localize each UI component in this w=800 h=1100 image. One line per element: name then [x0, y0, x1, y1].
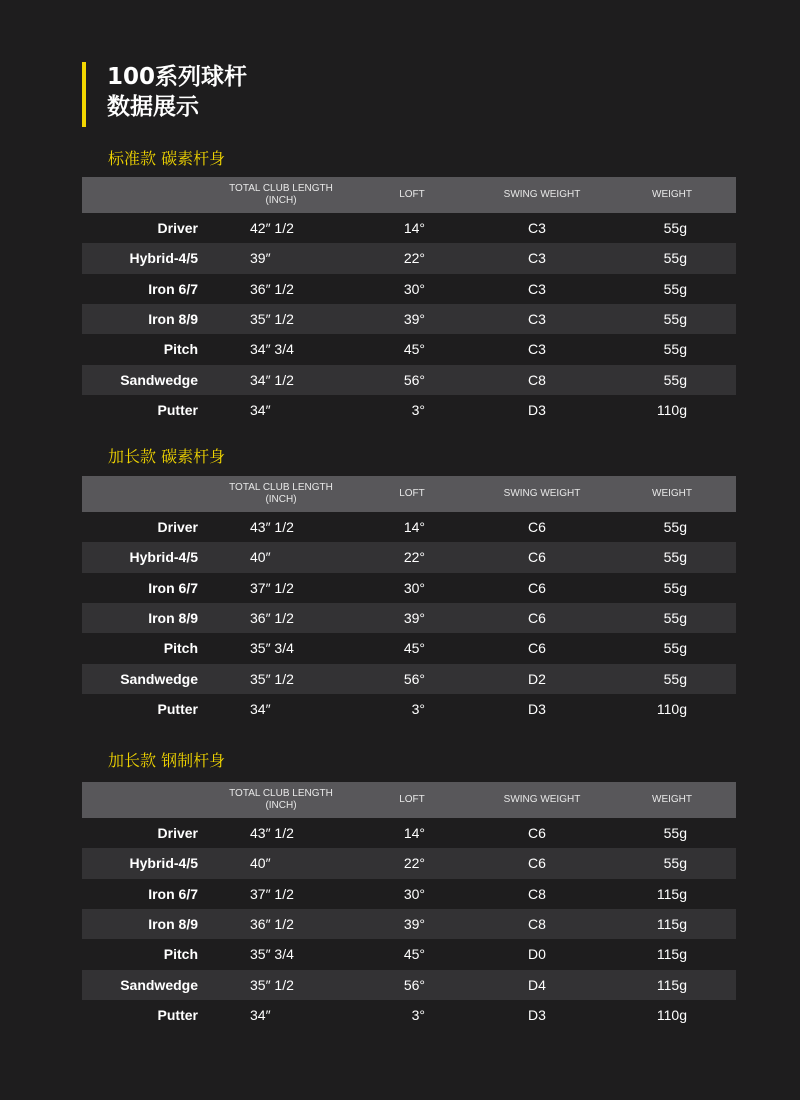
cell-loft: 3° — [411, 402, 425, 419]
cell-loft: 56° — [403, 371, 425, 388]
cell-total-length: 37″ 1/2 — [250, 579, 294, 596]
cell-loft: 14° — [403, 220, 425, 237]
cell-swing-weight: C3 — [528, 341, 546, 358]
section-title: 加长款 碳素杆身 — [108, 447, 226, 466]
cell-loft: 56° — [403, 976, 425, 993]
cell-club-name: Driver — [157, 519, 198, 536]
cell-swing-weight: C8 — [528, 885, 546, 902]
cell-swing-weight: D2 — [528, 670, 546, 687]
header-loft: LOFT — [399, 189, 425, 200]
cell-club-name: Putter — [157, 701, 198, 718]
cell-club-name: Hybrid-4/5 — [129, 855, 198, 872]
cell-swing-weight: D3 — [528, 1007, 546, 1024]
cell-weight: 55g — [663, 220, 687, 237]
header-weight: WEIGHT — [652, 794, 692, 805]
header-length-label: TOTAL CLUB LENGTH — [229, 788, 333, 799]
cell-total-length: 34″ — [250, 1007, 271, 1024]
section-title: 标准款 碳素杆身 — [108, 149, 226, 168]
cell-total-length: 35″ 3/4 — [250, 946, 294, 963]
cell-weight: 55g — [663, 825, 687, 842]
cell-total-length: 34″ — [250, 701, 271, 718]
cell-swing-weight: D4 — [528, 976, 546, 993]
cell-total-length: 36″ 1/2 — [250, 280, 294, 297]
table-row — [82, 909, 736, 939]
header-total-club-length — [207, 476, 355, 512]
cell-swing-weight: D3 — [528, 402, 546, 419]
header-weight: WEIGHT — [652, 189, 692, 200]
cell-weight: 55g — [663, 519, 687, 536]
cell-total-length: 35″ 1/2 — [250, 311, 294, 328]
cell-total-length: 37″ 1/2 — [250, 885, 294, 902]
table-row — [82, 939, 736, 969]
cell-loft: 14° — [403, 519, 425, 536]
cell-swing-weight: C3 — [528, 280, 546, 297]
header-total-club-length — [207, 177, 355, 213]
cell-weight: 55g — [663, 311, 687, 328]
table-row — [82, 395, 736, 425]
table-row — [82, 304, 736, 334]
cell-loft: 14° — [403, 825, 425, 842]
cell-total-length: 39″ — [250, 250, 271, 267]
table-row — [82, 818, 736, 848]
header-length-label: TOTAL CLUB LENGTH — [229, 183, 333, 194]
cell-total-length: 43″ 1/2 — [250, 519, 294, 536]
cell-total-length: 34″ — [250, 402, 271, 419]
cell-loft: 22° — [403, 549, 425, 566]
cell-club-name: Putter — [157, 1007, 198, 1024]
table-row — [82, 334, 736, 364]
cell-club-name: Iron 6/7 — [148, 280, 198, 297]
header-swing-weight: SWING WEIGHT — [503, 488, 581, 499]
cell-total-length: 34″ 3/4 — [250, 341, 294, 358]
table-row — [82, 365, 736, 395]
cell-weight: 55g — [663, 280, 687, 297]
cell-weight: 55g — [663, 855, 687, 872]
header-swing-weight: SWING WEIGHT — [503, 794, 581, 805]
table-row — [82, 573, 736, 603]
cell-weight: 110g — [656, 1007, 687, 1024]
cell-loft: 45° — [403, 341, 425, 358]
cell-total-length: 42″ 1/2 — [250, 220, 294, 237]
header-length-label: TOTAL CLUB LENGTH — [229, 482, 333, 493]
cell-total-length: 35″ 1/2 — [250, 670, 294, 687]
cell-club-name: Driver — [157, 825, 198, 842]
table-body — [82, 512, 736, 724]
cell-swing-weight: C6 — [528, 825, 546, 842]
cell-total-length: 34″ 1/2 — [250, 371, 294, 388]
table-row — [82, 542, 736, 572]
cell-swing-weight: C8 — [528, 371, 546, 388]
cell-weight: 55g — [663, 341, 687, 358]
cell-total-length: 36″ 1/2 — [250, 916, 294, 933]
cell-total-length: 35″ 1/2 — [250, 976, 294, 993]
section-title: 加长款 钢制杆身 — [108, 751, 226, 770]
cell-club-name: Pitch — [163, 341, 198, 358]
cell-swing-weight: C3 — [528, 311, 546, 328]
cell-weight: 115g — [656, 916, 687, 933]
cell-club-name: Driver — [157, 220, 198, 237]
cell-total-length: 40″ — [250, 549, 271, 566]
table-header — [82, 782, 736, 818]
table-row — [82, 694, 736, 724]
cell-club-name: Sandwedge — [120, 371, 198, 388]
cell-swing-weight: C6 — [528, 855, 546, 872]
cell-club-name: Pitch — [163, 946, 198, 963]
table-row — [82, 1000, 736, 1030]
cell-swing-weight: D3 — [528, 701, 546, 718]
spec-table — [82, 476, 736, 724]
cell-swing-weight: C6 — [528, 579, 546, 596]
cell-club-name: Hybrid-4/5 — [129, 549, 198, 566]
table-row — [82, 603, 736, 633]
cell-loft: 22° — [403, 250, 425, 267]
cell-total-length: 40″ — [250, 855, 271, 872]
cell-loft: 30° — [403, 280, 425, 297]
table-row — [82, 274, 736, 304]
cell-loft: 39° — [403, 311, 425, 328]
cell-loft: 39° — [403, 610, 425, 627]
cell-loft: 56° — [403, 670, 425, 687]
table-row — [82, 848, 736, 878]
table-row — [82, 633, 736, 663]
cell-weight: 110g — [656, 701, 687, 718]
page-title: 100系列球杆 — [107, 64, 248, 90]
cell-club-name: Pitch — [163, 640, 198, 657]
cell-loft: 45° — [403, 946, 425, 963]
table-row — [82, 664, 736, 694]
table-header — [82, 177, 736, 213]
cell-loft: 45° — [403, 640, 425, 657]
cell-weight: 55g — [663, 670, 687, 687]
cell-club-name: Iron 8/9 — [148, 311, 198, 328]
cell-swing-weight: D0 — [528, 946, 546, 963]
header-length-unit: (INCH) — [265, 494, 297, 505]
table-header — [82, 476, 736, 512]
header-total-club-length — [207, 782, 355, 818]
spec-table — [82, 782, 736, 1030]
cell-weight: 55g — [663, 250, 687, 267]
table-row — [82, 243, 736, 273]
cell-club-name: Iron 6/7 — [148, 885, 198, 902]
header-weight: WEIGHT — [652, 488, 692, 499]
cell-swing-weight: C6 — [528, 519, 546, 536]
cell-loft: 3° — [411, 1007, 425, 1024]
page-subtitle: 数据展示 — [107, 94, 199, 120]
cell-total-length: 35″ 3/4 — [250, 640, 294, 657]
cell-club-name: Iron 8/9 — [148, 916, 198, 933]
header-length-unit: (INCH) — [265, 195, 297, 206]
cell-weight: 55g — [663, 640, 687, 657]
table-row — [82, 213, 736, 243]
cell-weight: 55g — [663, 371, 687, 388]
cell-club-name: Sandwedge — [120, 976, 198, 993]
cell-weight: 55g — [663, 579, 687, 596]
header-swing-weight: SWING WEIGHT — [503, 189, 581, 200]
cell-club-name: Hybrid-4/5 — [129, 250, 198, 267]
cell-weight: 55g — [663, 549, 687, 566]
cell-swing-weight: C6 — [528, 549, 546, 566]
header-loft: LOFT — [399, 794, 425, 805]
cell-loft: 39° — [403, 916, 425, 933]
table-body — [82, 213, 736, 425]
table-row — [82, 512, 736, 542]
cell-swing-weight: C8 — [528, 916, 546, 933]
table-row — [82, 970, 736, 1000]
table-body — [82, 818, 736, 1030]
cell-loft: 30° — [403, 579, 425, 596]
page-title-block — [82, 62, 247, 127]
cell-loft: 30° — [403, 885, 425, 902]
cell-club-name: Sandwedge — [120, 670, 198, 687]
cell-total-length: 43″ 1/2 — [250, 825, 294, 842]
cell-weight: 110g — [656, 402, 687, 419]
cell-weight: 115g — [656, 976, 687, 993]
cell-swing-weight: C6 — [528, 610, 546, 627]
spec-table — [82, 177, 736, 425]
header-loft: LOFT — [399, 488, 425, 499]
cell-loft: 22° — [403, 855, 425, 872]
cell-weight: 55g — [663, 610, 687, 627]
cell-total-length: 36″ 1/2 — [250, 610, 294, 627]
table-row — [82, 879, 736, 909]
cell-weight: 115g — [656, 946, 687, 963]
cell-club-name: Putter — [157, 402, 198, 419]
header-length-unit: (INCH) — [265, 800, 297, 811]
cell-swing-weight: C3 — [528, 250, 546, 267]
cell-loft: 3° — [411, 701, 425, 718]
cell-club-name: Iron 8/9 — [148, 610, 198, 627]
cell-club-name: Iron 6/7 — [148, 579, 198, 596]
cell-swing-weight: C3 — [528, 220, 546, 237]
cell-weight: 115g — [656, 885, 687, 902]
cell-swing-weight: C6 — [528, 640, 546, 657]
